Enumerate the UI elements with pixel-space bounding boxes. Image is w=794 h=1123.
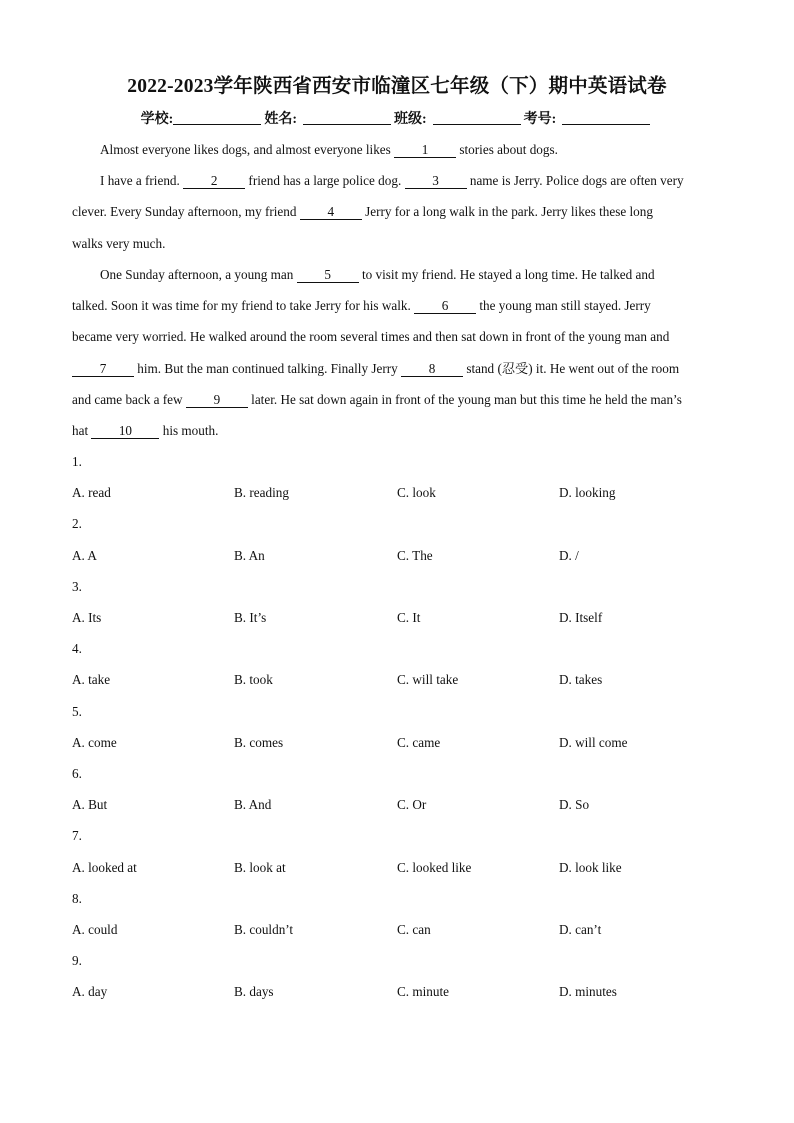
option-a: A. looked at: [72, 860, 137, 875]
option-c: C. can: [397, 922, 431, 937]
option-d: D. look like: [559, 860, 622, 875]
passage-line-3: [72, 204, 653, 220]
class-label: 班级:: [394, 112, 427, 127]
question-number: 7.: [72, 828, 82, 843]
student-info-row: [0, 108, 794, 128]
option-a: A. But: [72, 797, 108, 812]
option-a: A. come: [72, 735, 117, 750]
option-a: A. read: [72, 485, 111, 500]
passage-text: his mouth.: [159, 423, 219, 438]
passage-text: him. But the man continued talking. Finally Jerry: [134, 361, 402, 376]
number-blank: [562, 110, 650, 125]
page-title: 2022-2023学年陕西省西安市临潼区七年级（下）期中英语试卷: [127, 76, 667, 97]
option-a: A. could: [72, 922, 118, 937]
question-number: 9.: [72, 953, 82, 968]
passage-text: stand (忍受) it. He went out of the room: [463, 361, 680, 376]
option-a: A. Its: [72, 610, 102, 625]
blank-10: 10: [91, 424, 159, 439]
option-d: D. /: [559, 548, 579, 563]
passage-text: became very worried. He walked around the room several times and then sat down in front of the young man and: [72, 329, 670, 344]
blank-5: 5: [297, 268, 359, 283]
option-b: B. It’s: [234, 610, 267, 625]
option-d: D. can’t: [559, 922, 602, 937]
passage-text: Almost everyone likes dogs, and almost everyone likes: [100, 142, 395, 157]
option-b: B. couldn’t: [234, 922, 294, 937]
passage-text: stories about dogs.: [456, 142, 558, 157]
passage-line-7: [72, 329, 669, 345]
question-number: 2.: [72, 516, 82, 531]
option-c: C. came: [397, 735, 441, 750]
passage-line-6: [72, 298, 651, 314]
question-number: 3.: [72, 579, 82, 594]
passage-line-4: [72, 236, 165, 252]
option-d: D. minutes: [559, 984, 617, 999]
option-c: C. Or: [397, 797, 427, 812]
blank-8: 8: [401, 362, 463, 377]
passage-line-2: [100, 173, 684, 189]
question-number: 8.: [72, 891, 82, 906]
passage-line-9: [72, 392, 682, 408]
question-number: 1.: [72, 454, 82, 469]
class-blank: [433, 110, 521, 125]
option-c: C. looked like: [397, 860, 472, 875]
passage-text: to visit my friend. He stayed a long time. He talked and: [358, 267, 655, 282]
passage-line-1: [100, 142, 558, 158]
option-c: C. will take: [397, 672, 459, 687]
name-label: 姓名:: [264, 112, 297, 127]
option-b: B. look at: [234, 860, 286, 875]
passage-text: later. He sat down again in front of the young man but this time he held the man’s: [247, 392, 682, 407]
passage-text: I have a friend.: [100, 173, 184, 188]
school-label: 学校:: [140, 112, 174, 127]
option-d: D. will come: [559, 735, 628, 750]
option-a: A. day: [72, 984, 108, 999]
school-blank: [173, 110, 261, 125]
blank-7: 7: [72, 362, 134, 377]
blank-1: 1: [394, 143, 456, 158]
blank-4: 4: [300, 205, 362, 220]
passage-line-5: [100, 267, 655, 283]
option-b: B. reading: [234, 485, 289, 500]
blank-9: 9: [186, 393, 248, 408]
option-c: C. look: [397, 485, 436, 500]
question-number: 4.: [72, 641, 82, 656]
option-c: C. It: [397, 610, 421, 625]
option-d: D. So: [559, 797, 590, 812]
passage-text: friend has a large police dog.: [245, 173, 405, 188]
option-b: B. took: [234, 672, 273, 687]
name-blank: [303, 110, 391, 125]
question-number: 5.: [72, 704, 82, 719]
number-label: 考号:: [523, 112, 557, 127]
blank-2: 2: [183, 174, 245, 189]
passage-text: name is Jerry. Police dogs are often very: [466, 173, 684, 188]
blank-3: 3: [405, 174, 467, 189]
passage-text: clever. Every Sunday afternoon, my friend: [72, 204, 300, 219]
option-d: D. looking: [559, 485, 616, 500]
passage-text: hat: [72, 423, 92, 438]
option-a: A. take: [72, 672, 111, 687]
option-c: C. The: [397, 548, 433, 563]
passage-text: One Sunday afternoon, a young man: [100, 267, 297, 282]
option-d: D. takes: [559, 672, 603, 687]
passage-text: walks very much.: [72, 236, 166, 251]
passage-line-10: [72, 423, 218, 439]
option-b: B. comes: [234, 735, 284, 750]
option-d: D. Itself: [559, 610, 603, 625]
passage-text: Jerry for a long walk in the park. Jerry likes these long: [361, 204, 653, 219]
question-number: 6.: [72, 766, 82, 781]
passage-text: the young man still stayed. Jerry: [476, 298, 651, 313]
blank-6: 6: [414, 299, 476, 314]
passage-line-8: [72, 361, 679, 377]
passage-text: and came back a few: [72, 392, 186, 407]
passage-text: talked. Soon it was time for my friend to take Jerry for his walk.: [72, 298, 415, 313]
option-c: C. minute: [397, 984, 450, 999]
option-b: B. days: [234, 984, 274, 999]
option-a: A. A: [72, 548, 97, 563]
option-b: B. And: [234, 797, 272, 812]
option-b: B. An: [234, 548, 265, 563]
